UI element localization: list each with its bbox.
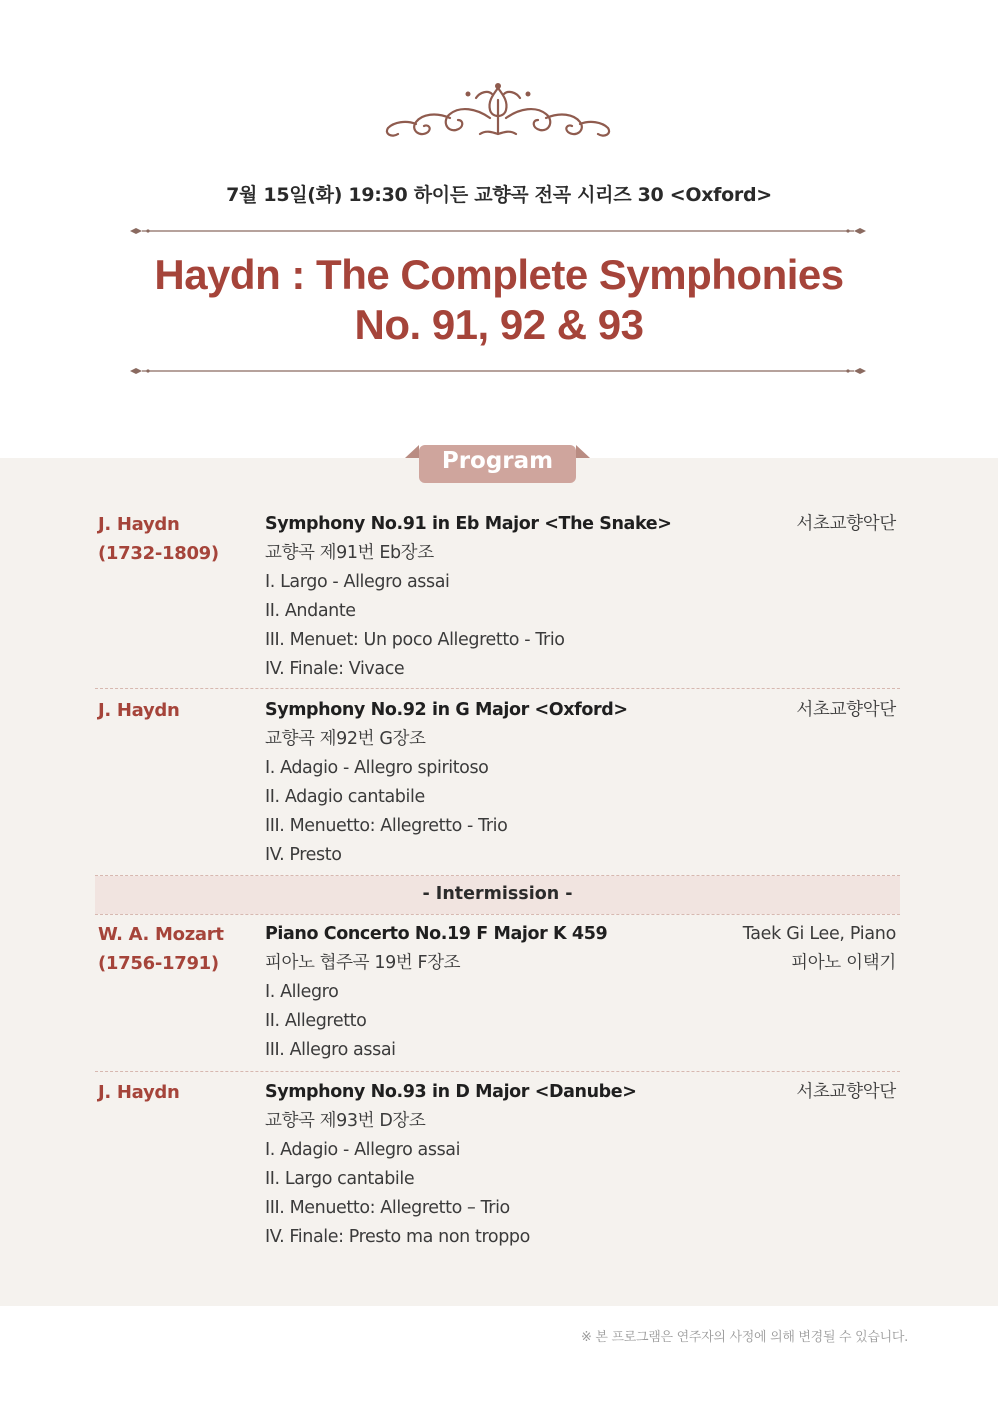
- composer-name: J. Haydn: [98, 700, 180, 721]
- movement: IV. Finale: Vivace: [265, 659, 405, 679]
- performer: 서초교향악단: [796, 514, 896, 534]
- divider-top: [130, 225, 866, 237]
- movement: I. Adagio - Allegro assai: [265, 1140, 461, 1160]
- program-item-1: [95, 510, 900, 685]
- work-korean-title: 피아노 협주곡 19번 F장조: [265, 953, 461, 973]
- program-item-3: [95, 920, 900, 1068]
- movement: I. Largo - Allegro assai: [265, 572, 450, 592]
- program-tab: [405, 443, 590, 485]
- work-details: [265, 1078, 735, 1252]
- program-item-4: [95, 1078, 900, 1253]
- concert-title-line2: No. 91, 92 & 93: [354, 301, 644, 348]
- work-korean-title: 교향곡 제93번 D장조: [265, 1111, 426, 1131]
- composer: [98, 510, 219, 568]
- work-details: [265, 696, 735, 870]
- composer-name: W. A. Mozart: [98, 924, 224, 945]
- composer: [98, 920, 224, 978]
- composer-dates: (1732-1809): [98, 543, 219, 564]
- movement: III. Allegro assai: [265, 1040, 396, 1060]
- dashed-separator: [95, 914, 900, 915]
- performer-name: Taek Gi Lee, Piano: [742, 924, 896, 944]
- event-date-line: 7월 15일(화) 19:30 하이든 교향곡 전곡 시리즈 30 <Oxford>: [226, 184, 772, 206]
- movement: II. Allegretto: [265, 1011, 367, 1031]
- dashed-separator: [95, 1071, 900, 1072]
- movement: III. Menuet: Un poco Allegretto - Trio: [265, 630, 565, 650]
- footnote: ※ 본 프로그램은 연주자의 사정에 의해 변경될 수 있습니다.: [580, 1330, 908, 1345]
- performer: [743, 920, 896, 978]
- divider-bottom: [130, 365, 866, 377]
- performer: 서초교향악단: [796, 700, 896, 720]
- work-title: Piano Concerto No.19 F Major K 459: [265, 924, 608, 944]
- intermission-banner: - Intermission -: [95, 876, 900, 914]
- composer-dates: (1756-1791): [98, 953, 219, 974]
- movement: II. Largo cantabile: [265, 1169, 415, 1189]
- dashed-separator: [95, 688, 900, 689]
- floral-scroll-ornament-icon: [380, 78, 616, 144]
- movement: IV. Presto: [265, 845, 342, 865]
- work-details: [265, 920, 735, 1065]
- work-details: [265, 510, 735, 684]
- concert-title-line1: Haydn : The Complete Symphonies: [154, 251, 844, 298]
- work-title: Symphony No.91 in Eb Major <The Snake>: [265, 514, 672, 534]
- movement: IV. Finale: Presto ma non troppo: [265, 1227, 530, 1247]
- composer-name: J. Haydn: [98, 514, 180, 535]
- movement: I. Allegro: [265, 982, 339, 1002]
- composer: [98, 1078, 180, 1107]
- movement: I. Adagio - Allegro spiritoso: [265, 758, 489, 778]
- work-korean-title: 교향곡 제91번 Eb장조: [265, 543, 434, 563]
- work-korean-title: 교향곡 제92번 G장조: [265, 729, 426, 749]
- movement: II. Adagio cantabile: [265, 787, 425, 807]
- movement: II. Andante: [265, 601, 356, 621]
- performer-korean-name: 피아노 이택기: [791, 953, 896, 973]
- movement: III. Menuetto: Allegretto – Trio: [265, 1198, 510, 1218]
- composer-name: J. Haydn: [98, 1082, 180, 1103]
- program-tab-label: Program: [441, 448, 554, 474]
- program-item-2: [95, 696, 900, 871]
- composer: [98, 696, 180, 725]
- concert-title: [0, 250, 998, 350]
- performer: 서초교향악단: [796, 1082, 896, 1102]
- work-title: Symphony No.93 in D Major <Danube>: [265, 1082, 637, 1102]
- work-title: Symphony No.92 in G Major <Oxford>: [265, 700, 628, 720]
- movement: III. Menuetto: Allegretto - Trio: [265, 816, 508, 836]
